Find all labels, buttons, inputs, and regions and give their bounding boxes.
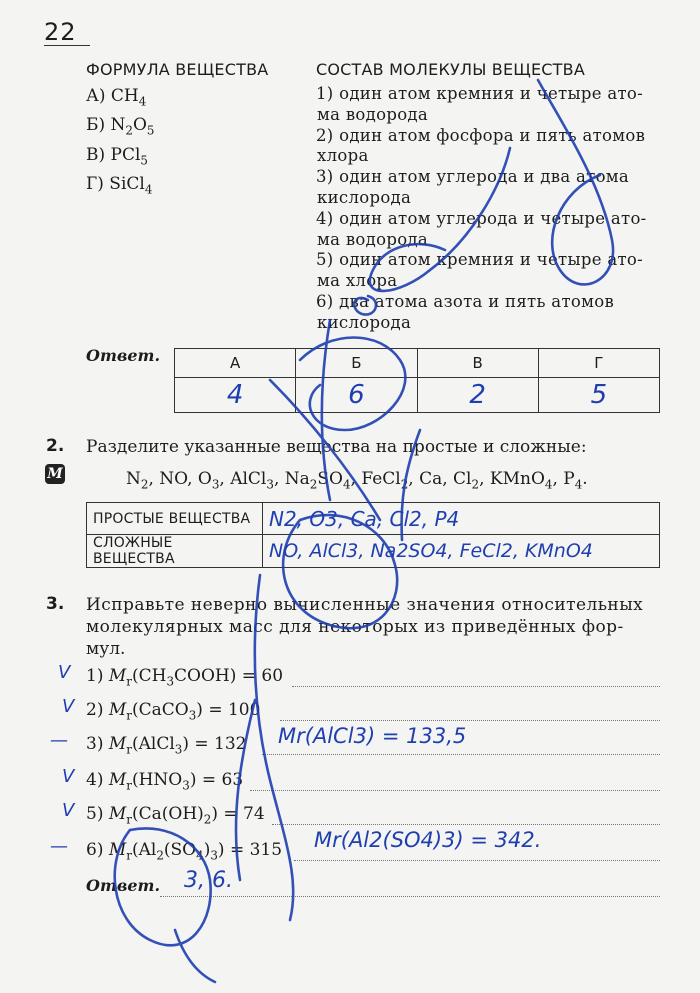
page-number: 22: [44, 18, 77, 46]
answer-value-task3[interactable]: 3, 6.: [184, 868, 233, 893]
answer-label-task3: Ответ.: [86, 876, 161, 895]
composition-column-header: СОСТАВ МОЛЕКУЛЫ ВЕЩЕСТВА: [316, 60, 585, 79]
scribble-stroke: [255, 575, 293, 920]
scribble-stroke: [175, 930, 215, 982]
formula-v: В) PCl$_5$: [86, 144, 148, 168]
answer-value-a[interactable]: 4: [175, 378, 296, 413]
scribble-stroke: [322, 320, 330, 500]
answer-header-v: В: [417, 349, 538, 378]
mr-item-1: 1) $M_r(CH_3COOH) = 60$: [86, 666, 284, 689]
composition-line: 4) один атом углерода и четыре ато-: [316, 208, 647, 228]
scribble-stroke: [115, 828, 211, 945]
scribble-stroke: [283, 515, 397, 628]
formula-g: Г) SiCl$_4$: [86, 174, 153, 197]
answer-header-g: Г: [538, 349, 659, 378]
scribble-stroke: [300, 338, 405, 431]
scribble-stroke: [236, 700, 255, 880]
task2-number: 2.: [46, 436, 65, 456]
formula-a: А) $CH_4$: [86, 86, 147, 109]
scribble-stroke: [270, 380, 380, 520]
composition-line: кислорода: [317, 312, 412, 332]
mr-item-6: 6) $M_r(Al_2(SO_4)_3) = 315$: [86, 840, 283, 863]
check-mark-1: V: [58, 662, 71, 683]
dash-mark-3: —: [50, 730, 68, 751]
task3-number: 3.: [46, 594, 65, 614]
correction-item-3[interactable]: Mr(AlCl3) = 133,5: [278, 724, 467, 748]
simple-substances-answer[interactable]: N2, O3, Ca, Cl2, P4: [263, 503, 660, 535]
formula-column-header: ФОРМУЛА ВЕЩЕСТВА: [86, 60, 269, 79]
composition-line: 5) один атом кремния и четыре ато-: [316, 250, 644, 270]
scribble-stroke: [354, 296, 376, 315]
simple-substances-label: ПРОСТЫЕ ВЕЩЕСТВА: [87, 503, 263, 535]
answer-header-a: А: [175, 349, 296, 378]
composition-line: хлора: [317, 146, 369, 166]
correction-item-6[interactable]: Mr(Al2(SO4)3) = 342.: [314, 828, 542, 852]
composition-line: 3) один атом углерода и два атома: [316, 167, 630, 187]
mark-m-icon: М: [45, 464, 65, 484]
answer-label-task1: Ответ.: [86, 346, 161, 365]
composition-line: 6) два атома азота и пять атомов: [316, 291, 615, 311]
complex-substances-answer[interactable]: NO, AlCl3, Na2SO4, FeCl2, KMnO4: [263, 535, 660, 568]
complex-substances-label: СЛОЖНЫЕ ВЕЩЕСТВА: [87, 535, 263, 568]
composition-line: 1) один атом кремния и четыре ато-: [316, 84, 644, 103]
composition-line: ма водорода: [317, 229, 429, 249]
mr-item-4: 4) $M_r(HNO_3) = 63$: [86, 770, 244, 793]
mr-item-5: 5) $M_r(Ca(OH)_2) = 74$: [86, 804, 265, 827]
check-mark-4: V: [62, 766, 75, 787]
check-mark-2: V: [62, 696, 75, 717]
composition-line: ма хлора: [317, 271, 398, 291]
scribble-stroke: [370, 148, 510, 291]
mr-item-2: 2) $M_r(CaCO_3) = 100$: [86, 700, 261, 723]
answer-value-g[interactable]: 5: [538, 378, 659, 413]
dash-mark-6: —: [50, 836, 68, 857]
answer-value-v[interactable]: 2: [417, 378, 538, 413]
scribble-stroke: [538, 80, 613, 284]
answer-value-b[interactable]: 6: [296, 378, 417, 413]
composition-line: ма водорода: [317, 104, 429, 124]
task3-prompt: Исправьте неверно вычисленные значения относительных молекулярных масс для некоторых из приведённых фор- мул.: [86, 595, 644, 659]
mr-item-3: 3) $M_r(AlCl_3) = 132$: [86, 734, 247, 757]
scribble-stroke: [402, 430, 420, 540]
composition-line: 2) один атом фосфора и пять атомов: [316, 125, 646, 145]
check-mark-5: V: [62, 800, 75, 821]
answer-header-b: Б: [296, 349, 417, 378]
composition-line: кислорода: [317, 187, 412, 207]
task2-substances: $N_2$, NO, $O_3$, AlCl$_3$, $Na_2SO_4$, FeCl$_2$, Ca, $Cl_2$, KMnO$_4$, $P_4$.: [126, 469, 588, 492]
formula-b: Б) $N_2O_5$: [86, 115, 155, 138]
task2-prompt: Разделите указанные вещества на простые и сложные:: [86, 437, 587, 457]
